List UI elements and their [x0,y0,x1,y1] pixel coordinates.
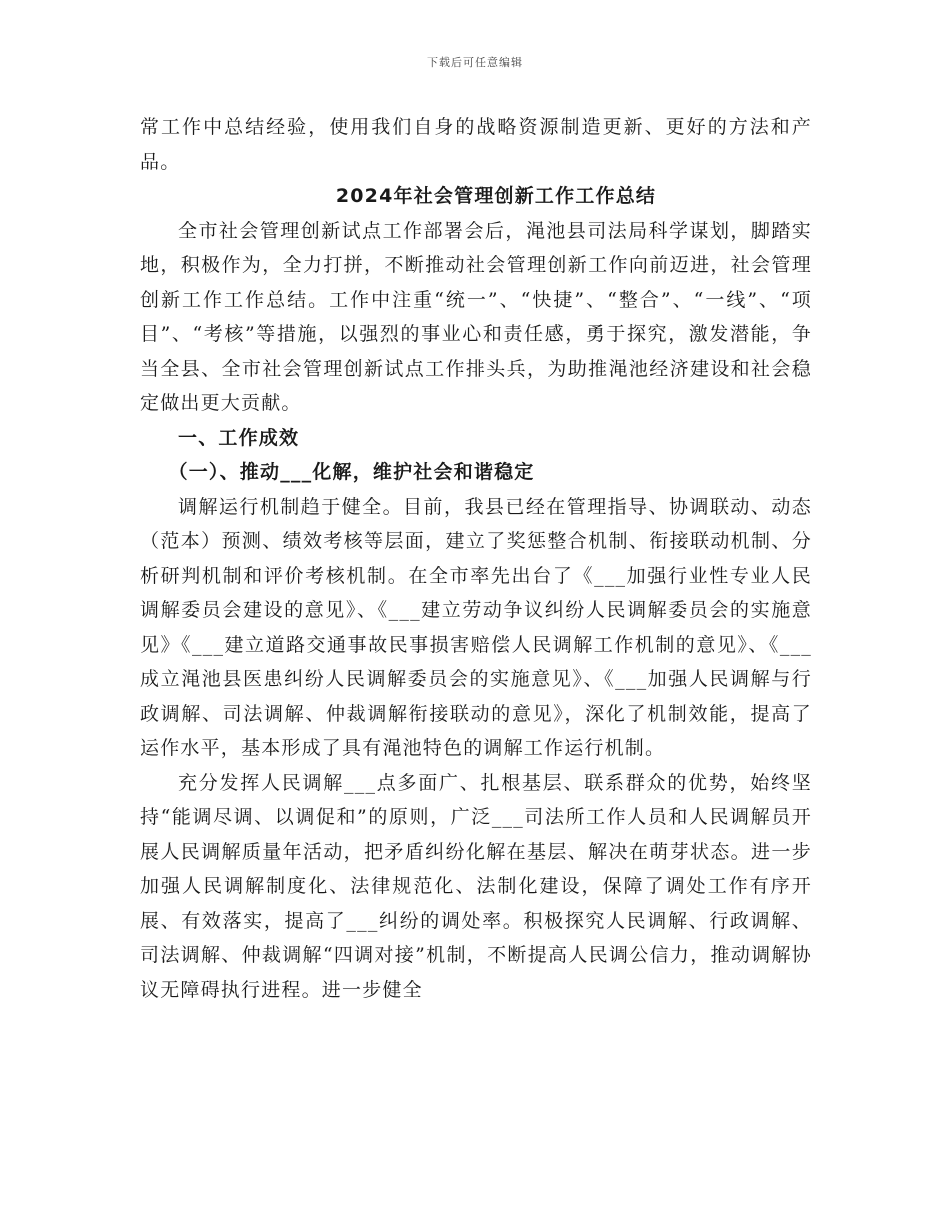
paragraph-3: 充分发挥人民调解___点多面广、扎根基层、联系群众的优势，始终坚持“能调尽调、以调促和”的原则，广泛___司法所工作人员和人民调解员开展人民调解质量年活动，把矛盾纠纷化解在基层、解决在萌芽状态。进一步加强人民调解制度化、法律规范化、法制化建设，保障了调处工作有序开展、有效落实，提高了___纠纷的调处率。积极探究人民调解、行政调解、司法调解、仲裁调解“四调对接”机制，不断提高人民调公信力，推动调解协议无障碍执行进程。进一步健全 [140,771,812,1001]
paragraph-1: 全市社会管理创新试点工作部署会后，渑池县司法局科学谋划，脚踏实地，积极作为，全力打拼，不断推动社会管理创新工作向前迈进，社会管理创新工作工作总结。工作中注重“统一”、“快捷”、“整合”、“一线”、“项目”、“考核”等措施，以强烈的事业心和责任感，勇于探究，激发潜能，争当全县、全市社会管理创新试点工作排头兵，为助推渑池经济建设和社会稳定做出更大贡献。 [140,219,812,414]
subsection-heading-1: （一）、推动___化解，维护社会和谐稳定 [168,461,535,483]
intro-fragment: 常工作中总结经验，使用我们自身的战略资源制造更新、更好的方法和产品。 [140,116,812,173]
page-header: 下载后可任意编辑 [427,56,523,69]
section-heading-1: 一、工作成效 [178,426,300,449]
document-body [140,110,812,1007]
paragraph-2: 调解运行机制趋于健全。目前，我县已经在管理指导、协调联动、动态（范本）预测、绩效考核等层面，建立了奖惩整合机制、衔接联动机制、分析研判机制和评价考核机制。在全市率先出台了《___加强行业性专业人民调解委员会建设的意见》、《___建立劳动争议纠纷人民调解委员会的实施意见》《___建立道路交通事故民事损害赔偿人民调解工作机制的意见》、《___成立渑池县医患纠纷人民调解委员会的实施意见》、《___加强人民调解与行政调解、司法调解、仲裁调解衔接联动的意见》，深化了机制效能，提高了运作水平，基本形成了具有渑池特色的调解工作运行机制。 [140,495,812,759]
document-title: 2024年社会管理创新工作工作总结 [335,185,657,207]
